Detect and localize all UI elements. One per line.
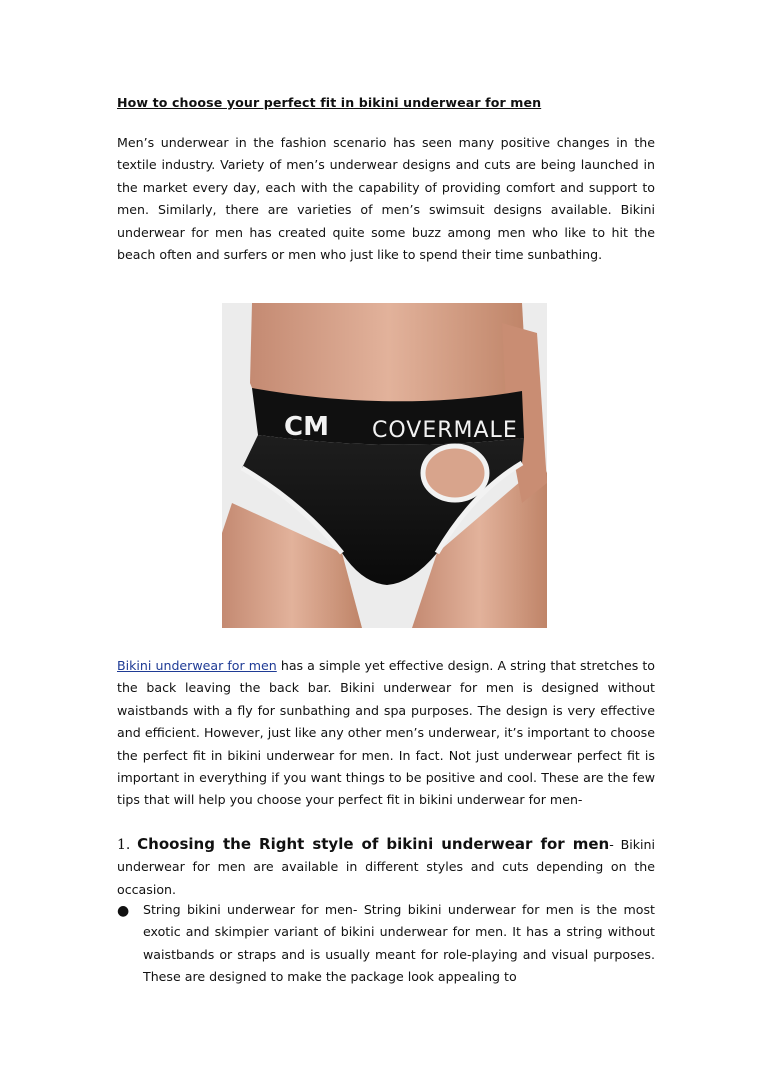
page-title: How to choose your perfect fit in bikini underwear for men <box>117 95 542 110</box>
brand-name-text: COVERMALE <box>372 418 518 443</box>
bullet-dot-icon: ● <box>117 903 130 919</box>
bikini-underwear-link[interactable]: Bikini underwear for men <box>117 658 277 673</box>
product-photo <box>222 303 547 628</box>
underwear-photo-illustration <box>222 303 547 628</box>
intro-paragraph: Men’s underwear in the fashion scenario has seen many positive changes in the textile industry. Variety of men’s underwear designs and cuts are being launched in the market every day, each with the capability of providing comfort and support to men. Similarly, there are varieties of men’s swimsuit designs available. Bikini underwear for men has created quite some buzz among men who like to hit the beach often and surfers or men who just like to spend their time sunbathing. <box>117 135 655 263</box>
section-1 <box>117 833 655 901</box>
design-paragraph-body: has a simple yet effective design. A string that stretches to the back leaving the back bar. Bikini underwear for men is designed without waistbands with a fly for sunbathing and spa purposes. The design is very effective and efficient. However, just like any other men’s underwear, it’s important to choose the perfect fit in bikini underwear for men. In fact. Not just underwear perfect fit is important in everything if you want things to be positive and cool. These are the few tips that will help you choose your perfect fit in bikini underwear for men- <box>117 658 656 808</box>
section-1-number: 1. <box>117 837 131 853</box>
bullet-text: String bikini underwear for men- String bikini underwear for men is the most exotic and skimpier variant of bikini underwear for men. It has a string without waistbands or straps and is usually meant for role-playing and visual purposes. These are designed to make the package look appealing to <box>143 902 655 985</box>
section-1-heading: Choosing the Right style of bikini underwear for men <box>137 835 610 853</box>
design-paragraph <box>117 655 655 812</box>
brand-mark-text: CM <box>284 412 329 442</box>
section-1-tail: - Bikini underwear for men are available in different styles and cuts depending on the occasion. <box>117 837 655 897</box>
